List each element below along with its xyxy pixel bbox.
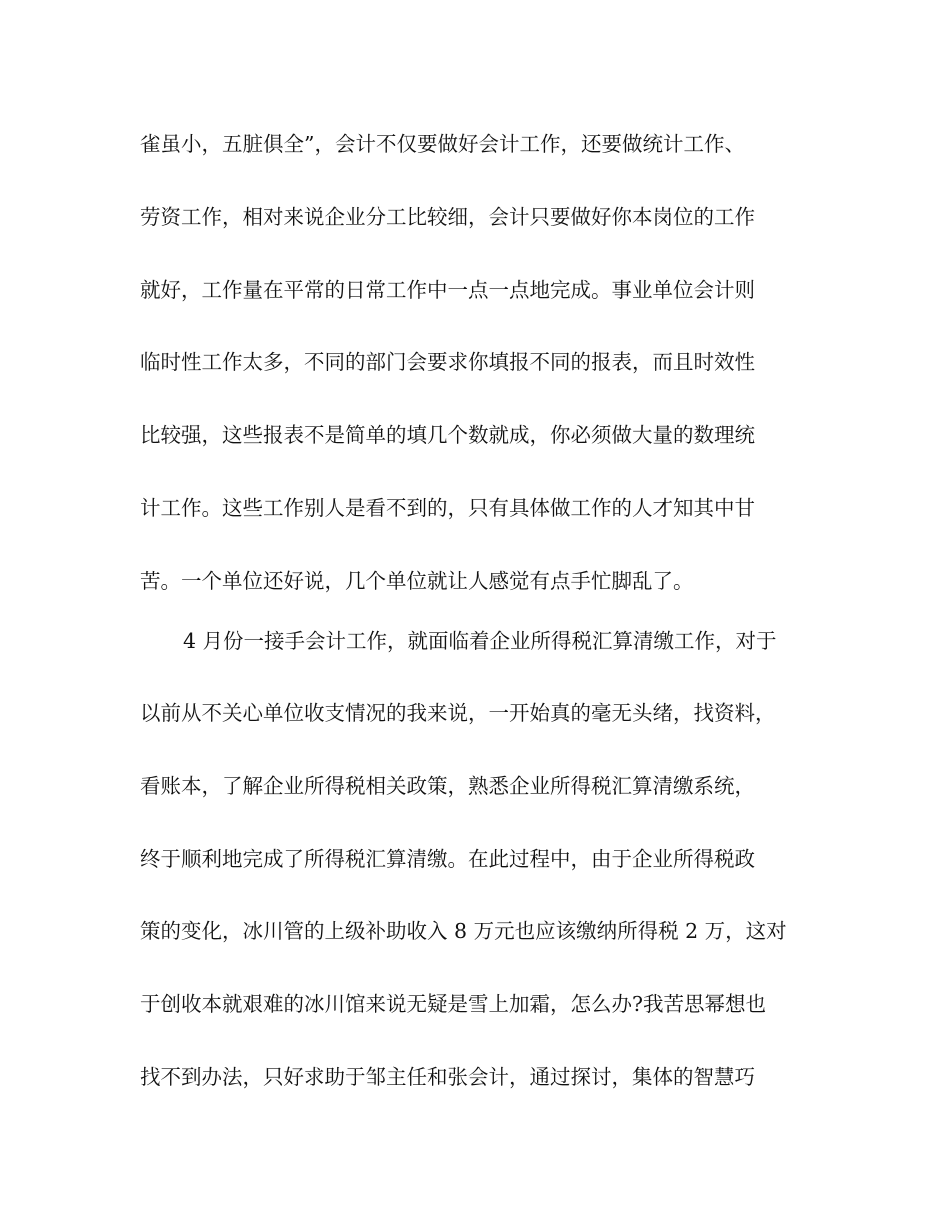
text-line: 看账本，了解企业所得税相关政策，熟悉企业所得税汇算清缴系统， (140, 774, 755, 798)
text-line: 计工作。这些工作别人是看不到的，只有具体做工作的人才知其中甘 (140, 496, 755, 520)
text-line: 于创收本就艰难的冰川馆来说无疑是雪上加霜，怎么办?我苦思幂想也 (140, 992, 766, 1016)
paragraph-first-line: 4 月份一接手会计工作，就面临着企业所得税汇算清缴工作，对于 (183, 629, 777, 653)
text-line: 找不到办法，只好求助于邹主任和张会计，通过探讨，集体的智慧巧 (140, 1065, 755, 1089)
text-line: 就好，工作量在平常的日常工作中一点一点地完成。事业单位会计则 (140, 278, 755, 302)
text-line: 雀虽小，五脏俱全”，会计不仅要做好会计工作，还要做统计工作、 (140, 132, 745, 156)
text-line: 比较强，这些报表不是简单的填几个数就成，你必须做大量的数理统 (140, 423, 755, 447)
text-line: 以前从不关心单位收支情况的我来说，一开始真的毫无头绪，找资料， (140, 701, 776, 725)
text-line: 策的变化，冰川管的上级补助收入 8 万元也应该缴纳所得税 2 万，这对 (140, 919, 787, 943)
text-line: 劳资工作，相对来说企业分工比较细，会计只要做好你本岗位的工作 (140, 205, 755, 229)
text-line: 终于顺利地完成了所得税汇算清缴。在此过程中，由于企业所得税政 (140, 847, 755, 871)
text-line: 临时性工作太多，不同的部门会要求你填报不同的报表，而且时效性 (140, 350, 755, 374)
text-line: 苦。一个单位还好说，几个单位就让人感觉有点手忙脚乱了。 (140, 569, 694, 593)
